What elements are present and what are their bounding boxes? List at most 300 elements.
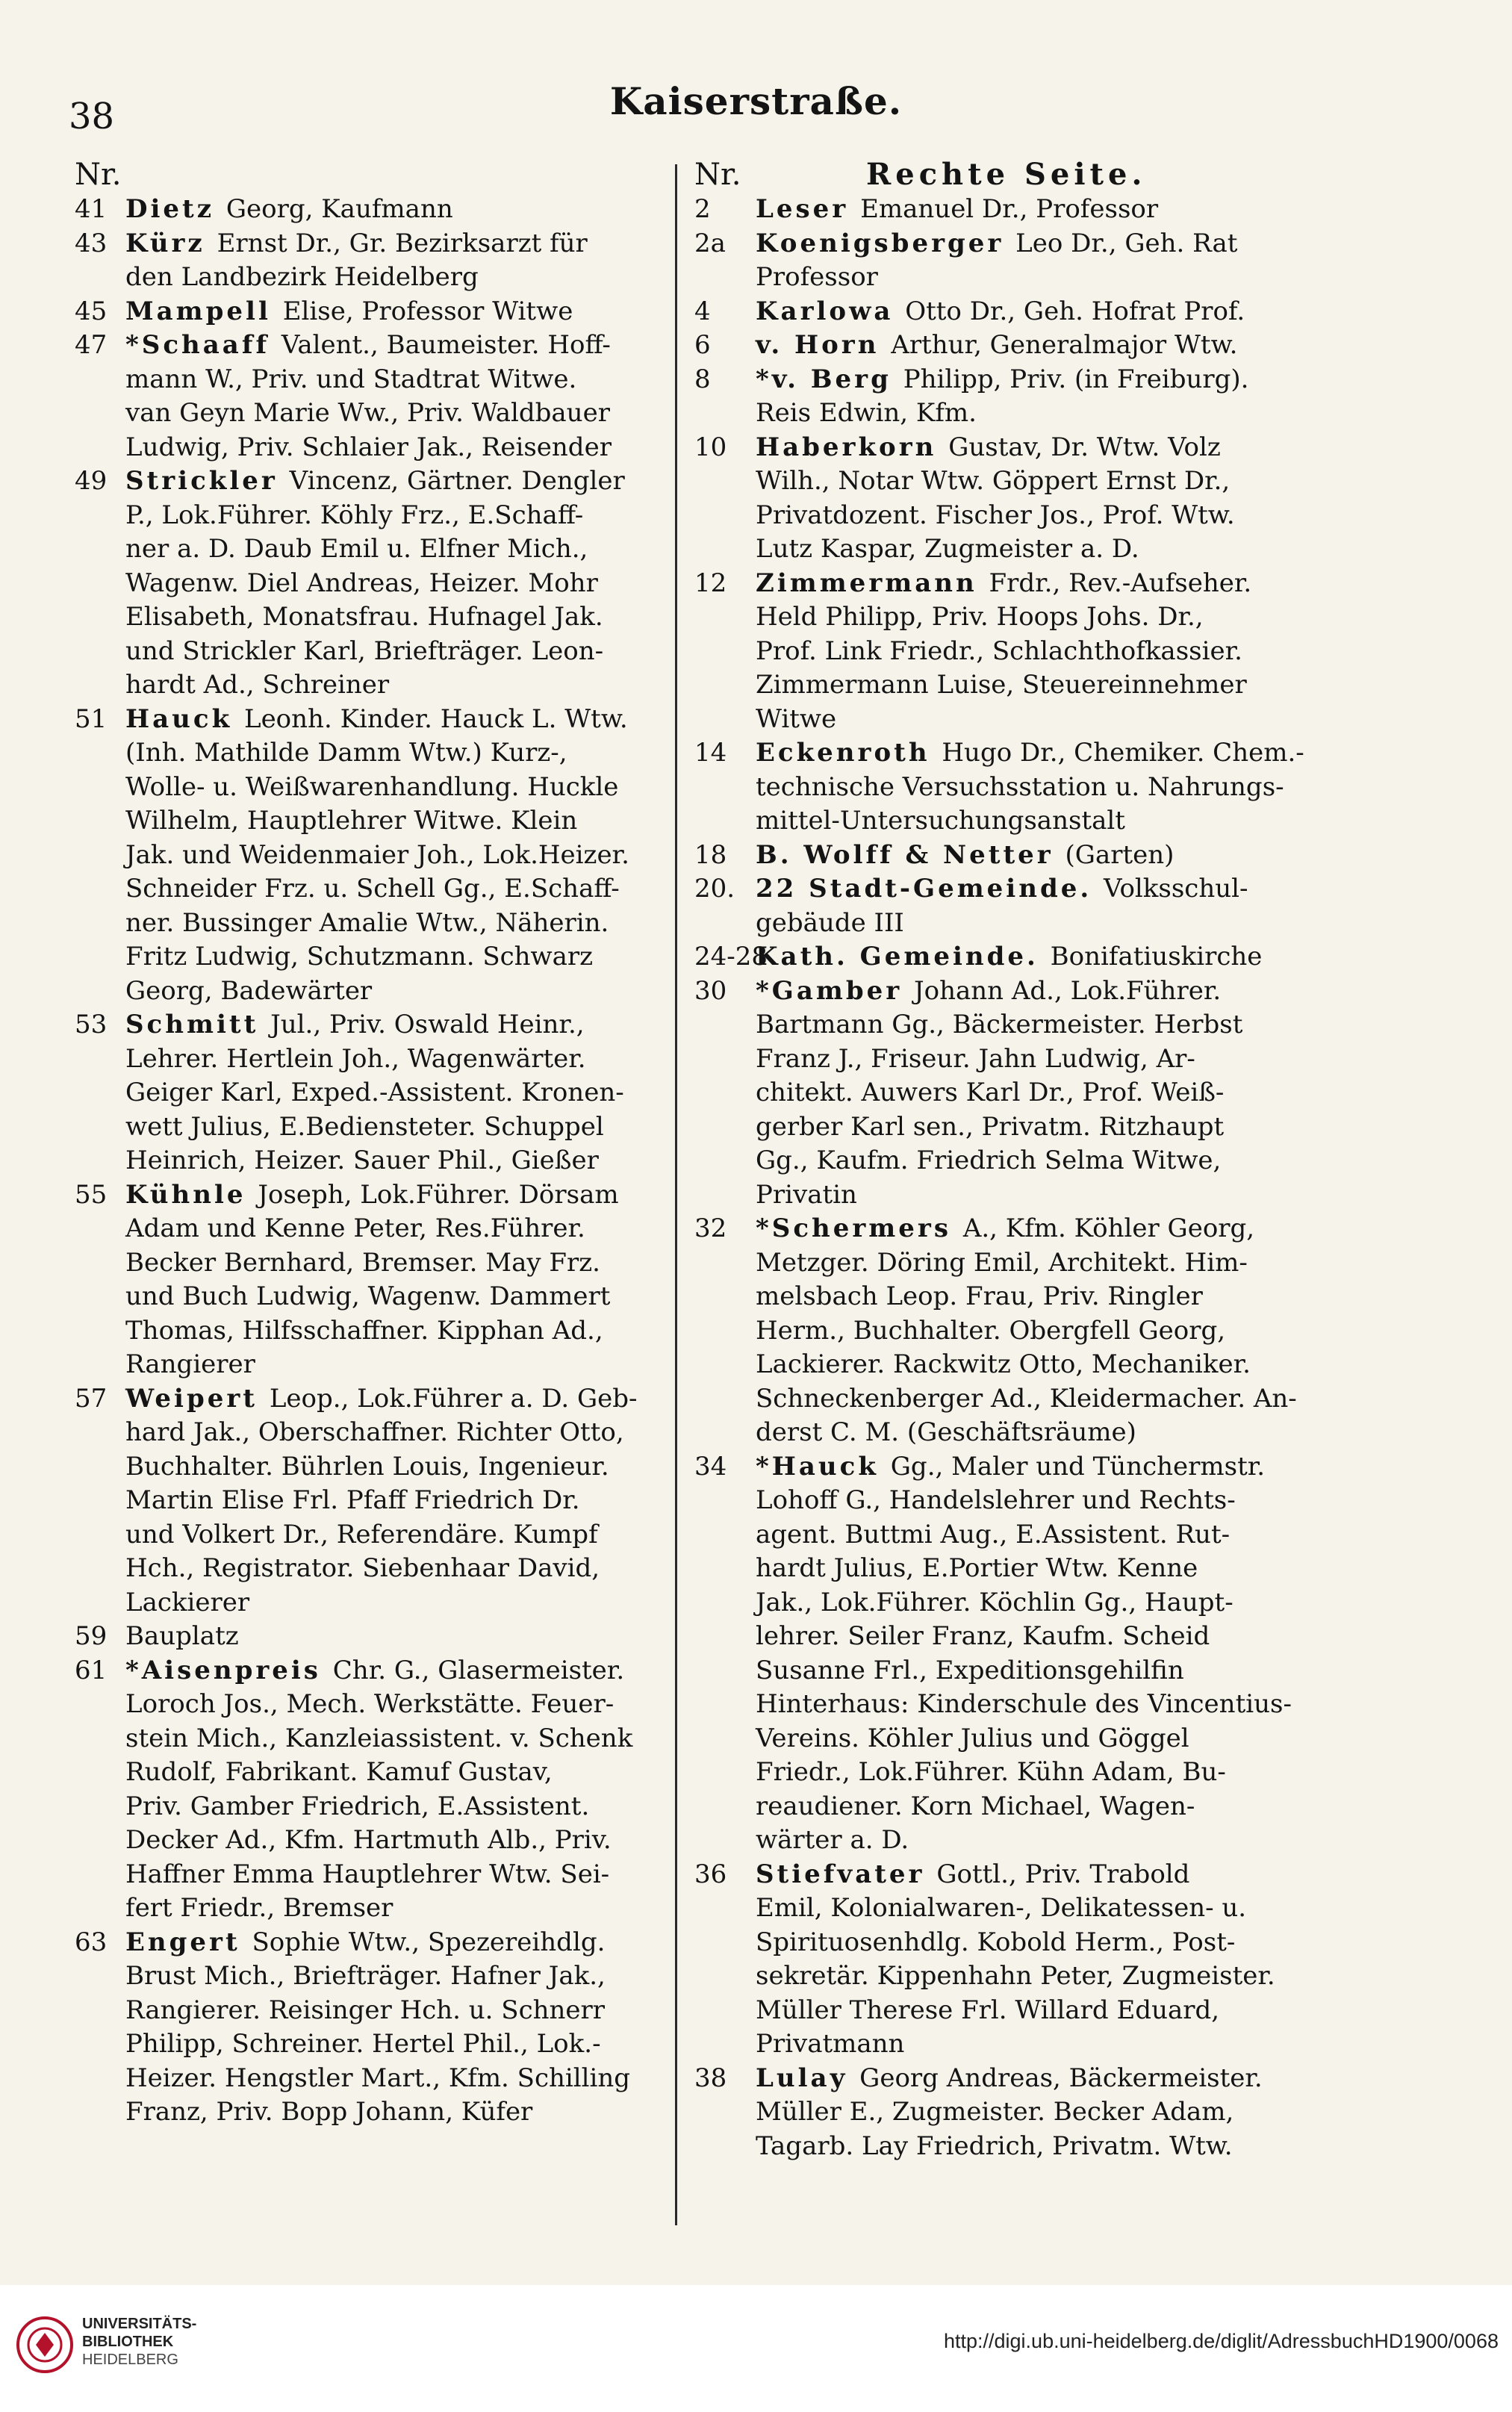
house-number: 53 bbox=[75, 1010, 108, 1039]
entry-continuation-line bbox=[75, 532, 706, 567]
entry-text: Franz J., Friseur. Jahn Ludwig, Ar- bbox=[756, 1043, 1195, 1074]
owner-name: Schmitt bbox=[125, 1010, 271, 1039]
entry-text: Rangierer bbox=[125, 1349, 255, 1379]
entry-text: Buchhalter. Bührlen Louis, Ingenieur. bbox=[125, 1451, 609, 1482]
owner-name: *Gamber bbox=[756, 975, 914, 1006]
house-number: 12 bbox=[694, 568, 727, 598]
house-number: 51 bbox=[75, 703, 108, 734]
entry-text: Vincenz, Gärtner. Dengler bbox=[289, 466, 625, 496]
owner-name: *Schermers bbox=[756, 1213, 963, 1243]
entry-text: Gustav, Dr. Wtw. Volz bbox=[948, 432, 1221, 462]
entry-continuation-line bbox=[75, 1042, 706, 1077]
entry-text: und Strickler Karl, Briefträger. Leon- bbox=[125, 635, 604, 666]
entry-text: (Garten) bbox=[1065, 839, 1175, 870]
entry-text: Zimmermann Luise, Steuereinnehmer bbox=[756, 670, 1247, 700]
house-number: 4 bbox=[694, 296, 711, 326]
entry-first-line bbox=[694, 431, 1344, 465]
owner-name: *v. Berg bbox=[756, 364, 903, 394]
entry-continuation-line bbox=[694, 1892, 1344, 1926]
address-entry bbox=[694, 1450, 1344, 1858]
entry-continuation-line bbox=[75, 363, 706, 397]
entry-continuation-line bbox=[75, 2095, 706, 2130]
entry-text: Brust Mich., Briefträger. Hafner Jak., bbox=[125, 1961, 606, 1991]
entry-text: Franz, Priv. Bopp Johann, Küfer bbox=[125, 2097, 533, 2127]
owner-name: Kath. Gemeinde. bbox=[756, 942, 1051, 972]
entry-text: Lehrer. Hertlein Joh., Wagenwärter. bbox=[125, 1043, 586, 1074]
entry-text: Adam und Kenne Peter, Res.Führer. bbox=[125, 1213, 585, 1243]
entry-text: Sophie Wtw., Spezereihdlg. bbox=[252, 1927, 606, 1957]
entry-first-line bbox=[694, 940, 1344, 975]
entry-first-line bbox=[694, 193, 1344, 227]
owner-name: Koenigsberger bbox=[756, 228, 1016, 258]
entry-text: Haffner Emma Hauptlehrer Wtw. Sei- bbox=[125, 1859, 610, 1889]
entry-continuation-line bbox=[694, 1484, 1344, 1518]
entry-first-line bbox=[694, 872, 1344, 907]
entry-text: Friedr., Lok.Führer. Kühn Adam, Bu- bbox=[756, 1757, 1226, 1787]
house-number: 30 bbox=[694, 975, 727, 1006]
entry-text: Bauplatz bbox=[125, 1621, 239, 1651]
entry-text: Ernst Dr., Gr. Bezirksarzt für bbox=[217, 228, 588, 258]
entry-continuation-line bbox=[75, 1756, 706, 1790]
entry-continuation-line bbox=[694, 464, 1344, 499]
entry-first-line bbox=[694, 1212, 1344, 1246]
entry-text: Gottl., Priv. Trabold bbox=[936, 1859, 1190, 1889]
entry-text: Becker Bernhard, Bremser. May Frz. bbox=[125, 1247, 600, 1278]
owner-name: *Hauck bbox=[756, 1451, 891, 1482]
entry-first-line bbox=[75, 703, 706, 737]
entry-text: Gg., Maler und Tünchermstr. bbox=[890, 1451, 1266, 1482]
entry-text: Lohoff G., Handelslehrer und Rechts- bbox=[756, 1485, 1236, 1515]
entry-continuation-line bbox=[75, 1892, 706, 1926]
entry-text: Chr. G., Glasermeister. bbox=[332, 1655, 625, 1685]
entry-text: ner. Bussinger Amalie Wtw., Näherin. bbox=[125, 907, 609, 938]
entry-continuation-line bbox=[694, 1314, 1344, 1349]
address-entry bbox=[694, 567, 1344, 737]
entry-continuation-line bbox=[75, 907, 706, 941]
address-entry bbox=[75, 1926, 706, 2130]
address-entry bbox=[694, 940, 1344, 975]
owner-name: 22 Stadt-Gemeinde. bbox=[756, 874, 1104, 904]
owner-name: Kürz bbox=[125, 228, 217, 258]
entry-text: A., Kfm. Köhler Georg, bbox=[962, 1213, 1255, 1243]
entry-continuation-line bbox=[75, 1688, 706, 1722]
entry-continuation-line bbox=[75, 1280, 706, 1314]
entry-text: Decker Ad., Kfm. Hartmuth Alb., Priv. bbox=[125, 1825, 612, 1855]
entry-continuation-line bbox=[694, 1586, 1344, 1620]
left-entries bbox=[75, 193, 706, 2130]
entry-continuation-line bbox=[694, 668, 1344, 703]
entry-text: Privatdozent. Fischer Jos., Prof. Wtw. bbox=[756, 500, 1235, 530]
source-url[interactable]: http://digi.ub.uni-heidelberg.de/diglit/AdressbuchHD1900/0068 bbox=[943, 2330, 1499, 2352]
entry-text: Emil, Kolonialwaren-, Delikatessen- u. bbox=[756, 1893, 1247, 1923]
house-number: 45 bbox=[75, 296, 108, 326]
entry-continuation-line bbox=[75, 1416, 706, 1450]
house-number: 34 bbox=[694, 1451, 727, 1482]
entry-text: Frdr., Rev.-Aufseher. bbox=[989, 568, 1252, 598]
entry-text: Priv. Gamber Friedrich, E.Assistent. bbox=[125, 1791, 590, 1821]
entry-first-line bbox=[694, 567, 1344, 601]
address-entry bbox=[75, 193, 706, 227]
entry-text: Privatin bbox=[756, 1179, 857, 1210]
entry-continuation-line bbox=[694, 1756, 1344, 1790]
entry-continuation-line bbox=[75, 736, 706, 771]
entry-continuation-line bbox=[75, 1314, 706, 1349]
entry-text: Ludwig, Priv. Schlaier Jak., Reisender bbox=[125, 432, 612, 462]
entry-first-line bbox=[694, 736, 1344, 771]
entry-continuation-line bbox=[694, 1382, 1344, 1417]
entry-continuation-line bbox=[694, 261, 1344, 295]
entry-continuation-line bbox=[75, 1348, 706, 1382]
entry-text: Joseph, Lok.Führer. Dörsam bbox=[258, 1179, 619, 1210]
entry-first-line bbox=[75, 1926, 706, 1960]
owner-name: Leser bbox=[756, 194, 861, 224]
entry-text: gebäude III bbox=[756, 907, 904, 938]
address-entry bbox=[75, 1620, 706, 1654]
entry-text: Hinterhaus: Kinderschule des Vincentius- bbox=[756, 1689, 1292, 1719]
entry-first-line bbox=[75, 1382, 706, 1417]
library-line-3: HEIDELBERG bbox=[82, 2352, 178, 2368]
owner-name: Hauck bbox=[125, 703, 244, 734]
entry-text: Leop., Lok.Führer a. D. Geb- bbox=[269, 1383, 638, 1414]
owner-name: Karlowa bbox=[756, 296, 906, 326]
entry-text: Leonh. Kinder. Hauck L. Wtw. bbox=[243, 703, 628, 734]
entry-continuation-line bbox=[75, 1790, 706, 1824]
owner-name: Haberkorn bbox=[756, 432, 949, 462]
entry-first-line bbox=[694, 363, 1344, 397]
house-number: 63 bbox=[75, 1927, 108, 1957]
entry-text: Metzger. Döring Emil, Architekt. Him- bbox=[756, 1247, 1248, 1278]
entry-continuation-line bbox=[694, 771, 1344, 805]
entry-text: Geiger Karl, Exped.-Assistent. Kronen- bbox=[125, 1078, 624, 1107]
house-number: 47 bbox=[75, 330, 108, 360]
entry-text: melsbach Leop. Frau, Priv. Ringler bbox=[756, 1281, 1203, 1311]
address-entry bbox=[75, 295, 706, 329]
entry-text: Schneider Frz. u. Schell Gg., E.Schaff- bbox=[125, 874, 620, 904]
entry-text: Jak. und Weidenmaier Joh., Lok.Heizer. bbox=[125, 839, 629, 870]
entry-text: Tagarb. Lay Friedrich, Privatm. Wtw. bbox=[756, 2130, 1233, 2161]
page-number: 38 bbox=[69, 96, 115, 137]
entry-continuation-line bbox=[75, 1994, 706, 2028]
library-name bbox=[82, 2315, 196, 2369]
entry-text: Held Philipp, Priv. Hoops Johs. Dr., bbox=[756, 602, 1204, 632]
entry-text: Spirituosenhdlg. Kobold Herm., Post- bbox=[756, 1927, 1236, 1957]
entry-continuation-line bbox=[75, 1450, 706, 1485]
entry-continuation-line bbox=[75, 499, 706, 533]
entry-continuation-line bbox=[694, 1620, 1344, 1654]
left-column bbox=[75, 157, 706, 2130]
entry-text: Heizer. Hengstler Mart., Kfm. Schilling bbox=[125, 2063, 631, 2093]
entry-first-line bbox=[694, 329, 1344, 363]
entry-continuation-line bbox=[694, 1722, 1344, 1756]
owner-name: Lulay bbox=[756, 2063, 860, 2093]
entry-continuation-line bbox=[75, 1484, 706, 1518]
entry-text: agent. Buttmi Aug., E.Assistent. Rut- bbox=[756, 1519, 1231, 1550]
entry-text: Müller Therese Frl. Willard Eduard, bbox=[756, 1995, 1220, 2025]
entry-continuation-line bbox=[694, 1790, 1344, 1824]
entry-continuation-line bbox=[694, 2130, 1344, 2164]
entry-text: Philipp, Schreiner. Hertel Phil., Lok.- bbox=[125, 2029, 601, 2059]
address-entry bbox=[75, 1654, 706, 1926]
entry-text: hardt Julius, E.Portier Wtw. Kenne bbox=[756, 1553, 1198, 1583]
entry-text: Privatmann bbox=[756, 2029, 905, 2059]
house-number: 24-28 bbox=[694, 942, 768, 972]
entry-continuation-line bbox=[75, 567, 706, 601]
entry-continuation-line bbox=[694, 1178, 1344, 1213]
entry-text: hard Jak., Oberschaffner. Richter Otto, bbox=[125, 1417, 624, 1447]
entry-text: Lackierer. Rackwitz Otto, Mechaniker. bbox=[756, 1349, 1251, 1379]
entry-continuation-line bbox=[75, 1518, 706, 1552]
entry-text: Georg, Badewärter bbox=[125, 975, 373, 1006]
entry-continuation-line bbox=[75, 635, 706, 669]
entry-first-line bbox=[75, 1178, 706, 1213]
address-entry bbox=[75, 1008, 706, 1178]
address-entry bbox=[694, 193, 1344, 227]
entry-text: Wilh., Notar Wtw. Göppert Ernst Dr., bbox=[756, 466, 1231, 496]
entry-continuation-line bbox=[694, 2095, 1344, 2130]
entry-text: Schneckenberger Ad., Kleidermacher. An- bbox=[756, 1383, 1297, 1414]
owner-name: Zimmermann bbox=[756, 568, 989, 598]
house-number: 57 bbox=[75, 1383, 108, 1414]
entry-text: Professor bbox=[756, 262, 878, 292]
university-seal-icon bbox=[15, 2315, 75, 2375]
address-entry bbox=[694, 975, 1344, 1213]
entry-text: Johann Ad., Lok.Führer. bbox=[913, 975, 1222, 1006]
house-number: 55 bbox=[75, 1179, 108, 1210]
entry-text: Hugo Dr., Chemiker. Chem.- bbox=[942, 738, 1304, 768]
right-column bbox=[694, 157, 1344, 2163]
entry-continuation-line bbox=[694, 1110, 1344, 1145]
library-line-2: BIBLIOTHEK bbox=[82, 2334, 174, 2350]
entry-text: Hch., Registrator. Siebenhaar David, bbox=[125, 1553, 600, 1583]
entry-text: Elise, Professor Witwe bbox=[282, 296, 573, 326]
entry-text: lehrer. Seiler Franz, Kaufm. Scheid bbox=[756, 1621, 1210, 1651]
entry-text: reaudiener. Korn Michael, Wagen- bbox=[756, 1791, 1195, 1821]
address-entry bbox=[694, 363, 1344, 431]
entry-continuation-line bbox=[75, 1212, 706, 1246]
address-entry bbox=[75, 1382, 706, 1620]
entry-text: Gg., Kaufm. Friedrich Selma Witwe, bbox=[756, 1146, 1222, 1175]
entry-first-line bbox=[75, 227, 706, 261]
entry-continuation-line bbox=[694, 1416, 1344, 1450]
entry-text: mann W., Priv. und Stadtrat Witwe. bbox=[125, 364, 577, 394]
address-entry bbox=[694, 431, 1344, 567]
entry-text: Jul., Priv. Oswald Heinr., bbox=[270, 1010, 585, 1039]
entry-first-line bbox=[75, 1008, 706, 1042]
owner-name: *Schaaff bbox=[125, 330, 281, 360]
address-entry bbox=[75, 329, 706, 464]
entry-text: Philipp, Priv. (in Freiburg). bbox=[903, 364, 1249, 394]
entry-text: wärter a. D. bbox=[756, 1825, 909, 1855]
entry-text: sekretär. Kippenhahn Peter, Zugmeister. bbox=[756, 1961, 1275, 1991]
house-number: 20. bbox=[694, 874, 735, 904]
entry-continuation-line bbox=[694, 532, 1344, 567]
entry-text: Volksschul- bbox=[1104, 874, 1248, 904]
entry-continuation-line bbox=[694, 1280, 1344, 1314]
entry-continuation-line bbox=[75, 1552, 706, 1586]
address-entry bbox=[694, 839, 1344, 873]
entry-text: Witwe bbox=[756, 703, 837, 734]
address-entry bbox=[694, 1212, 1344, 1450]
entry-text: van Geyn Marie Ww., Priv. Waldbauer bbox=[125, 398, 610, 428]
entry-text: (Inh. Mathilde Damm Wtw.) Kurz-, bbox=[125, 738, 567, 768]
entry-text: Wolle- u. Weißwarenhandlung. Huckle bbox=[125, 771, 619, 802]
entry-continuation-line bbox=[75, 2027, 706, 2062]
address-entry bbox=[75, 227, 706, 295]
house-number: 61 bbox=[75, 1655, 108, 1685]
entry-continuation-line bbox=[694, 1994, 1344, 2028]
entry-continuation-line bbox=[75, 1110, 706, 1145]
entry-text: hardt Ad., Schreiner bbox=[125, 670, 390, 700]
entry-text: Elisabeth, Monatsfrau. Hufnagel Jak. bbox=[125, 602, 603, 632]
owner-name: Weipert bbox=[125, 1383, 270, 1414]
house-number: 41 bbox=[75, 194, 108, 224]
entry-text: Jak., Lok.Führer. Köchlin Gg., Haupt- bbox=[756, 1587, 1233, 1617]
right-nr-label: Nr. bbox=[694, 158, 741, 192]
entry-text: und Volkert Dr., Referendäre. Kumpf bbox=[125, 1519, 598, 1550]
entry-continuation-line bbox=[75, 1586, 706, 1620]
address-entry bbox=[75, 703, 706, 1009]
side-label: Rechte Seite. bbox=[866, 157, 1147, 192]
entry-continuation-line bbox=[75, 1246, 706, 1281]
entry-text: Bartmann Gg., Bäckermeister. Herbst bbox=[756, 1010, 1243, 1039]
entry-continuation-line bbox=[694, 1959, 1344, 1994]
entry-text: Georg Andreas, Bäckermeister. bbox=[859, 2063, 1263, 2093]
entry-continuation-line bbox=[694, 1144, 1344, 1178]
entry-first-line bbox=[694, 2062, 1344, 2096]
entry-text: Prof. Link Friedr., Schlachthofkassier. bbox=[756, 635, 1242, 666]
entry-continuation-line bbox=[75, 804, 706, 839]
entry-continuation-line bbox=[694, 1076, 1344, 1110]
entry-text: P., Lok.Führer. Köhly Frz., E.Schaff- bbox=[125, 500, 584, 530]
entry-first-line bbox=[75, 295, 706, 329]
entry-text: Leo Dr., Geh. Rat bbox=[1015, 228, 1238, 258]
address-entry bbox=[75, 1178, 706, 1382]
entry-text: Müller E., Zugmeister. Becker Adam, bbox=[756, 2097, 1234, 2127]
house-number: 6 bbox=[694, 330, 711, 360]
entry-text: Thomas, Hilfsschaffner. Kipphan Ad., bbox=[125, 1315, 603, 1346]
address-entry bbox=[694, 329, 1344, 363]
entry-continuation-line bbox=[75, 431, 706, 465]
entry-continuation-line bbox=[75, 1824, 706, 1858]
entry-continuation-line bbox=[75, 839, 706, 873]
address-entry bbox=[694, 295, 1344, 329]
right-column-head bbox=[694, 157, 1344, 193]
owner-name: Kühnle bbox=[125, 1179, 258, 1210]
entry-text: Martin Elise Frl. Pfaff Friedrich Dr. bbox=[125, 1485, 580, 1515]
address-entry bbox=[694, 1858, 1344, 2062]
entry-continuation-line bbox=[694, 1518, 1344, 1552]
entry-continuation-line bbox=[694, 1926, 1344, 1960]
entry-continuation-line bbox=[75, 600, 706, 635]
house-number: 49 bbox=[75, 466, 108, 496]
owner-name: Stiefvater bbox=[756, 1859, 937, 1889]
entry-continuation-line bbox=[694, 1552, 1344, 1586]
entry-continuation-line bbox=[694, 804, 1344, 839]
entry-text: mittel-Untersuchungsanstalt bbox=[756, 806, 1125, 836]
entry-continuation-line bbox=[694, 499, 1344, 533]
entry-first-line bbox=[75, 1654, 706, 1688]
entry-text: gerber Karl sen., Privatm. Ritzhaupt bbox=[756, 1111, 1225, 1142]
entry-continuation-line bbox=[75, 1858, 706, 1892]
entry-text: Lutz Kaspar, Zugmeister a. D. bbox=[756, 534, 1139, 564]
entry-first-line bbox=[694, 975, 1344, 1009]
owner-name: Eckenroth bbox=[756, 738, 942, 768]
left-nr-label: Nr. bbox=[75, 158, 122, 192]
entry-text: Rudolf, Fabrikant. Kamuf Gustav, bbox=[125, 1757, 553, 1787]
entry-continuation-line bbox=[694, 1246, 1344, 1281]
entry-first-line bbox=[694, 839, 1344, 873]
entry-continuation-line bbox=[75, 397, 706, 431]
address-entry bbox=[75, 464, 706, 703]
house-number: 59 bbox=[75, 1621, 108, 1651]
entry-first-line bbox=[75, 193, 706, 227]
entry-text: Reis Edwin, Kfm. bbox=[756, 398, 977, 428]
owner-name: Mampell bbox=[125, 296, 283, 326]
owner-name: B. Wolff & Netter bbox=[756, 839, 1065, 870]
house-number: 32 bbox=[694, 1213, 727, 1243]
entry-continuation-line bbox=[694, 1008, 1344, 1042]
footer-bar bbox=[0, 2285, 1512, 2412]
house-number: 8 bbox=[694, 364, 711, 394]
entry-text: wett Julius, E.Bediensteter. Schuppel bbox=[125, 1111, 604, 1142]
house-number: 2a bbox=[694, 228, 726, 258]
entry-text: Vereins. Köhler Julius und Göggel bbox=[756, 1723, 1189, 1753]
address-entry bbox=[694, 736, 1344, 839]
owner-name: Dietz bbox=[125, 194, 226, 224]
entry-continuation-line bbox=[694, 1042, 1344, 1077]
entry-text: Loroch Jos., Mech. Werkstätte. Feuer- bbox=[125, 1689, 615, 1719]
entry-first-line bbox=[694, 1858, 1344, 1892]
entry-text: Susanne Frl., Expeditionsgehilfin bbox=[756, 1655, 1184, 1685]
owner-name: Strickler bbox=[125, 466, 290, 496]
house-number: 2 bbox=[694, 194, 711, 224]
entry-text: stein Mich., Kanzleiassistent. v. Schenk bbox=[125, 1723, 633, 1753]
entry-text: Lackierer bbox=[125, 1587, 250, 1617]
right-entries bbox=[694, 193, 1344, 2163]
entry-text: den Landbezirk Heidelberg bbox=[125, 262, 479, 292]
entry-continuation-line bbox=[694, 907, 1344, 941]
house-number: 10 bbox=[694, 432, 727, 462]
entry-first-line bbox=[694, 227, 1344, 261]
owner-name: *Aisenpreis bbox=[125, 1655, 333, 1685]
entry-continuation-line bbox=[75, 1144, 706, 1178]
entry-continuation-line bbox=[75, 1959, 706, 1994]
entry-continuation-line bbox=[694, 397, 1344, 431]
entry-continuation-line bbox=[694, 2027, 1344, 2062]
library-line-1: UNIVERSITÄTS- bbox=[82, 2316, 197, 2332]
entry-text: Heinrich, Heizer. Sauer Phil., Gießer bbox=[125, 1146, 599, 1175]
entry-first-line bbox=[694, 1450, 1344, 1485]
entry-continuation-line bbox=[694, 703, 1344, 737]
entry-continuation-line bbox=[75, 1076, 706, 1110]
entry-continuation-line bbox=[694, 1688, 1344, 1722]
address-entry bbox=[694, 872, 1344, 940]
entry-text: Emanuel Dr., Professor bbox=[860, 194, 1159, 224]
entry-first-line bbox=[75, 464, 706, 499]
entry-text: ner a. D. Daub Emil u. Elfner Mich., bbox=[125, 534, 588, 564]
house-number: 38 bbox=[694, 2063, 727, 2093]
entry-continuation-line bbox=[75, 872, 706, 907]
entry-text: Herm., Buchhalter. Obergfell Georg, bbox=[756, 1315, 1226, 1346]
entry-continuation-line bbox=[75, 940, 706, 975]
entry-first-line bbox=[694, 295, 1344, 329]
entry-continuation-line bbox=[75, 771, 706, 805]
owner-name: Engert bbox=[125, 1927, 252, 1957]
entry-text: fert Friedr., Bremser bbox=[125, 1893, 393, 1923]
house-number: 14 bbox=[694, 738, 727, 768]
running-head: Kaiserstraße. bbox=[609, 79, 903, 123]
entry-continuation-line bbox=[694, 635, 1344, 669]
